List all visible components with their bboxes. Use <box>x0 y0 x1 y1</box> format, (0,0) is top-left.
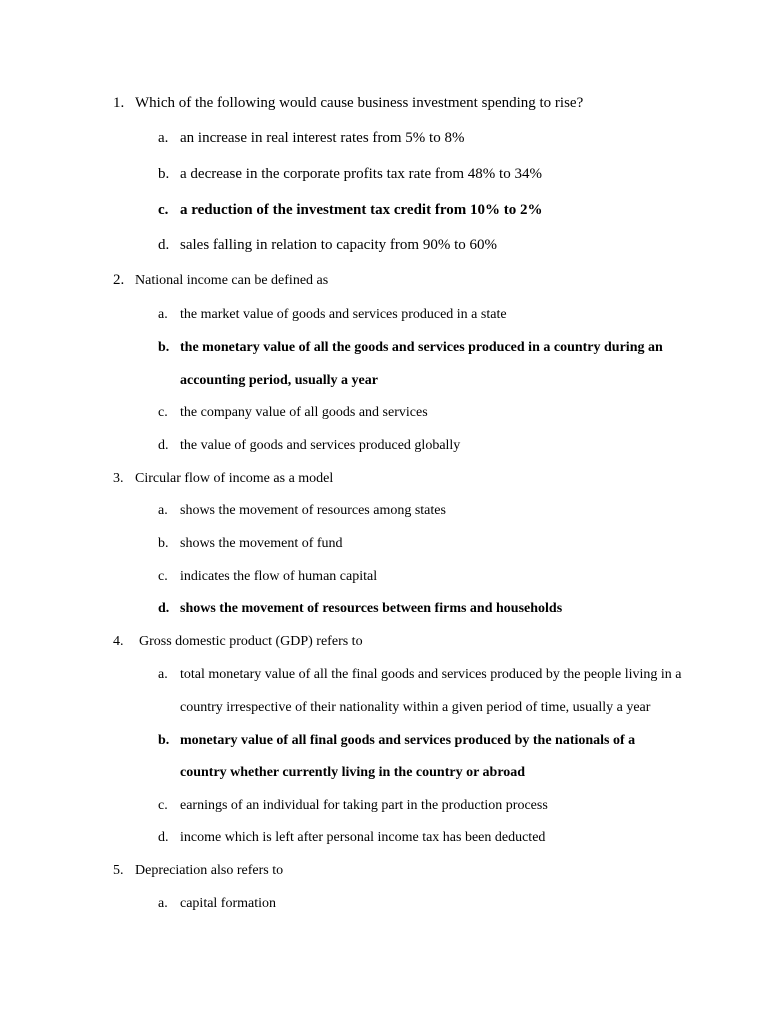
option-2b-text-line2-correct: accounting period, usually a year <box>180 373 378 388</box>
question-2-number: 2. <box>113 272 125 288</box>
option-4a-text-line2: country irrespective of their nationality within a given period of time, usually a year <box>180 700 651 715</box>
option-4d-text: income which is left after personal income tax has been deducted <box>180 830 546 845</box>
option-2c-letter: c. <box>158 405 168 420</box>
option-3c-letter: c. <box>158 569 168 584</box>
option-1a-text: an increase in real interest rates from 5% to 8% <box>180 130 465 146</box>
option-4a-text-line1: total monetary value of all the final goods and services produced by the people living in a <box>180 667 682 682</box>
option-2d-letter: d. <box>158 438 169 453</box>
option-5a-text: capital formation <box>180 896 277 911</box>
option-4a-letter: a. <box>158 667 168 682</box>
option-1b-text: a decrease in the corporate profits tax rate from 48% to 34% <box>180 166 542 182</box>
question-3-text: Circular flow of income as a model <box>135 471 334 486</box>
option-4d-letter: d. <box>158 830 169 845</box>
question-5-number: 5. <box>113 863 124 878</box>
option-4b-text-line2-correct: country whether currently living in the country or abroad <box>180 765 526 780</box>
option-3d-text-correct: shows the movement of resources between firms and households <box>180 601 563 616</box>
option-1a-letter: a. <box>158 130 169 146</box>
option-4b-text-line1-correct: monetary value of all final goods and services produced by the nationals of a <box>180 733 636 748</box>
option-1d-text: sales falling in relation to capacity from 90% to 60% <box>180 237 497 253</box>
option-3a-letter: a. <box>158 503 168 518</box>
option-4c-text: earnings of an individual for taking part in the production process <box>180 798 548 813</box>
option-4c-letter: c. <box>158 798 168 813</box>
question-4-text: Gross domestic product (GDP) refers to <box>139 634 363 649</box>
question-4-number: 4. <box>113 634 124 649</box>
option-3a-text: shows the movement of resources among states <box>180 503 446 518</box>
question-1-text: Which of the following would cause business investment spending to rise? <box>135 95 584 111</box>
option-3d-letter: d. <box>158 601 170 616</box>
question-2-text: National income can be defined as <box>135 273 329 288</box>
question-5-text: Depreciation also refers to <box>135 863 284 878</box>
question-3-number: 3. <box>113 471 124 486</box>
option-2a-letter: a. <box>158 307 168 322</box>
question-1-number: 1. <box>113 95 125 111</box>
option-1c-text-correct: a reduction of the investment tax credit from 10% to 2% <box>180 202 543 218</box>
option-2d-text: the value of goods and services produced globally <box>180 438 461 453</box>
option-2a-text: the market value of goods and services produced in a state <box>180 307 507 322</box>
option-1d-letter: d. <box>158 237 170 253</box>
option-1c-letter: c. <box>158 202 169 218</box>
option-1b-letter: b. <box>158 166 170 182</box>
option-2b-text-line1-correct: the monetary value of all the goods and services produced in a country during an <box>180 340 663 355</box>
option-3b-letter: b. <box>158 536 169 551</box>
option-5a-letter: a. <box>158 896 168 911</box>
option-2b-letter: b. <box>158 340 170 355</box>
option-3c-text: indicates the flow of human capital <box>180 569 378 584</box>
option-3b-text: shows the movement of fund <box>180 536 343 551</box>
option-2c-text: the company value of all goods and services <box>180 405 428 420</box>
option-4b-letter: b. <box>158 733 170 748</box>
